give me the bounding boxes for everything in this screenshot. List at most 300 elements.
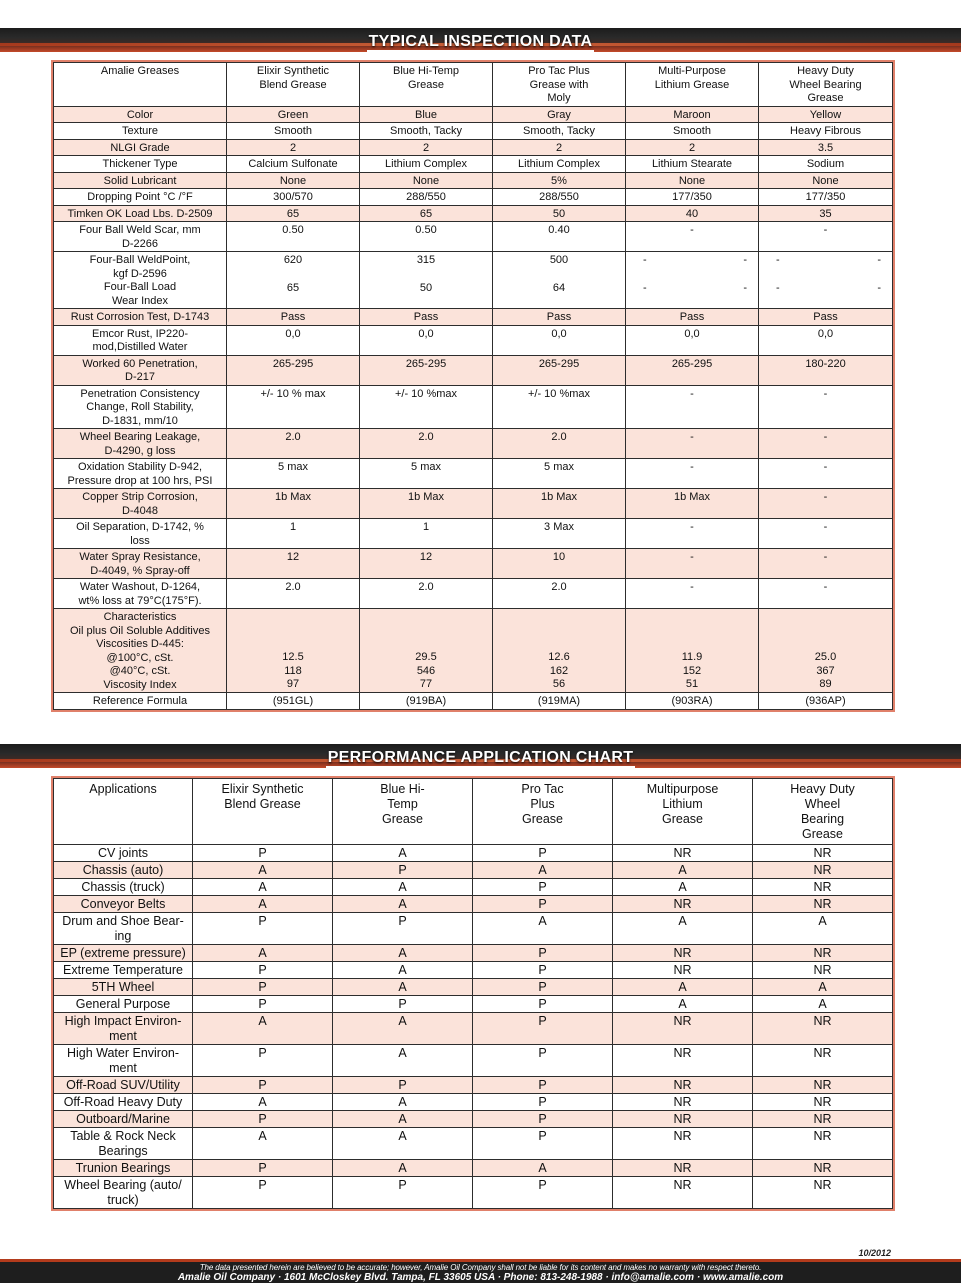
- inspection-row: [54, 325, 893, 355]
- inspection-row-label: [54, 252, 227, 309]
- inspection-cell: 0,0: [759, 325, 893, 355]
- application-label: High Water Environ- ment: [54, 1045, 193, 1077]
- application-label: Wheel Bearing (auto/ truck): [54, 1177, 193, 1209]
- inspection-cell: -: [759, 385, 893, 429]
- rating-cell: A: [613, 913, 753, 945]
- rating-cell: P: [473, 1077, 613, 1094]
- dash: -: [776, 281, 780, 294]
- viscosity-values: 25.0 367 89: [814, 651, 837, 690]
- application-label: Extreme Temperature: [54, 962, 193, 979]
- rating-cell: P: [473, 1013, 613, 1045]
- performance-column-header: Applications: [54, 779, 193, 845]
- performance-row: [54, 879, 893, 896]
- inspection-row-label: Color: [54, 106, 227, 123]
- rating-cell: NR: [613, 945, 753, 962]
- inspection-cell: Smooth, Tacky: [360, 123, 493, 140]
- inspection-row: [54, 355, 893, 385]
- rating-cell: P: [193, 1111, 333, 1128]
- inspection-cell: -: [759, 459, 893, 489]
- inspection-row-label: Water Spray Resistance, D-4049, % Spray-off: [54, 549, 227, 579]
- rating-cell: NR: [613, 896, 753, 913]
- performance-row: [54, 979, 893, 996]
- rating-cell: NR: [753, 1111, 893, 1128]
- application-label: Trunion Bearings: [54, 1160, 193, 1177]
- performance-column-header: Multipurpose Lithium Grease: [613, 779, 753, 845]
- performance-row: [54, 996, 893, 1013]
- inspection-cell: 0,0: [227, 325, 360, 355]
- inspection-cell: [626, 252, 759, 309]
- four-ball-wear-value: 64: [552, 281, 566, 294]
- inspection-cell: 2.0: [360, 429, 493, 459]
- application-label: High Impact Environ- ment: [54, 1013, 193, 1045]
- rating-cell: A: [333, 1045, 473, 1077]
- inspection-cell: 0,0: [493, 325, 626, 355]
- inspection-column-header: Pro Tac Plus Grease with Moly: [493, 63, 626, 107]
- rating-cell: P: [193, 962, 333, 979]
- inspection-cell: 2.0: [227, 429, 360, 459]
- inspection-cell: 1: [360, 519, 493, 549]
- inspection-cell: (903RA): [626, 693, 759, 710]
- inspection-row-label: NLGI Grade: [54, 139, 227, 156]
- inspection-cell: 3.5: [759, 139, 893, 156]
- inspection-cell: Heavy Fibrous: [759, 123, 893, 140]
- application-label: Chassis (auto): [54, 862, 193, 879]
- inspection-cell: Yellow: [759, 106, 893, 123]
- inspection-cell: -: [626, 519, 759, 549]
- inspection-cell: 2.0: [227, 579, 360, 609]
- rating-cell: P: [193, 996, 333, 1013]
- inspection-cell: 12: [227, 549, 360, 579]
- dash: -: [776, 254, 780, 266]
- inspection-cell: Lithium Complex: [493, 156, 626, 173]
- inspection-row-label: Thickener Type: [54, 156, 227, 173]
- rating-cell: A: [613, 879, 753, 896]
- inspection-row-four-ball: [54, 252, 893, 309]
- four-ball-weld-value: 500: [549, 254, 569, 266]
- dash-pair: [629, 282, 755, 296]
- inspection-cell: 2: [227, 139, 360, 156]
- inspection-row-label: Dropping Point °C /°F: [54, 189, 227, 206]
- rating-cell: A: [193, 1128, 333, 1160]
- inspection-cell: 300/570: [227, 189, 360, 206]
- inspection-cell: 2: [493, 139, 626, 156]
- performance-row: [54, 845, 893, 862]
- dash-pair: [762, 254, 889, 268]
- rating-cell: NR: [613, 1160, 753, 1177]
- rating-cell: P: [333, 862, 473, 879]
- rating-cell: P: [193, 1077, 333, 1094]
- inspection-row: [54, 172, 893, 189]
- inspection-row-label: Rust Corrosion Test, D-1743: [54, 309, 227, 326]
- inspection-cell: [227, 609, 360, 693]
- inspection-row-label: Copper Strip Corrosion, D-4048: [54, 489, 227, 519]
- inspection-cell: 1: [227, 519, 360, 549]
- inspection-cell: Smooth: [227, 123, 360, 140]
- rating-cell: NR: [613, 962, 753, 979]
- rating-cell: NR: [753, 1045, 893, 1077]
- inspection-cell: [360, 252, 493, 309]
- rating-cell: P: [473, 1045, 613, 1077]
- characteristics-heading: Characteristics Oil plus Oil Soluble Additives Viscosities D-445:: [69, 611, 210, 650]
- application-label: Off-Road Heavy Duty: [54, 1094, 193, 1111]
- inspection-cell: +/- 10 % max: [227, 385, 360, 429]
- inspection-cell: 265-295: [493, 355, 626, 385]
- rating-cell: P: [473, 979, 613, 996]
- performance-banner: [0, 744, 961, 768]
- application-label: Outboard/Marine: [54, 1111, 193, 1128]
- inspection-cell: Smooth: [626, 123, 759, 140]
- inspection-row: [54, 693, 893, 710]
- performance-row: [54, 962, 893, 979]
- rating-cell: NR: [613, 1077, 753, 1094]
- rating-cell: P: [333, 1177, 473, 1209]
- dash: -: [643, 281, 647, 294]
- viscosity-values: 12.6 162 56: [548, 651, 570, 690]
- rating-cell: A: [333, 1128, 473, 1160]
- inspection-cell: 12: [360, 549, 493, 579]
- rating-cell: A: [333, 1111, 473, 1128]
- inspection-cell: -: [759, 549, 893, 579]
- inspection-row: [54, 123, 893, 140]
- company-address: Amalie Oil Company · 1601 McCloskey Blvd. Tampa, FL 33605 USA · Phone: 813-248-1988 · info@amalie.com · www.amalie.com: [177, 1272, 784, 1283]
- inspection-cell: -: [626, 429, 759, 459]
- inspection-cell: [626, 609, 759, 693]
- inspection-cell: -: [759, 429, 893, 459]
- inspection-cell: 40: [626, 205, 759, 222]
- inspection-cell: [493, 609, 626, 693]
- inspection-row: [54, 189, 893, 206]
- rating-cell: P: [333, 913, 473, 945]
- rating-cell: A: [753, 979, 893, 996]
- inspection-cell: None: [759, 172, 893, 189]
- inspection-cell: -: [626, 579, 759, 609]
- inspection-cell: [493, 252, 626, 309]
- inspection-cell: 5 max: [360, 459, 493, 489]
- inspection-cell: 0,0: [360, 325, 493, 355]
- rating-cell: NR: [753, 962, 893, 979]
- inspection-title: TYPICAL INSPECTION DATA: [368, 33, 593, 50]
- inspection-column-header: Multi-Purpose Lithium Grease: [626, 63, 759, 107]
- rating-cell: P: [193, 1160, 333, 1177]
- inspection-cell: [360, 609, 493, 693]
- inspection-cell: [227, 252, 360, 309]
- inspection-cell: 2: [360, 139, 493, 156]
- application-label: 5TH Wheel: [54, 979, 193, 996]
- inspection-cell: 35: [759, 205, 893, 222]
- rating-cell: P: [473, 1111, 613, 1128]
- rating-cell: P: [193, 979, 333, 996]
- performance-row: [54, 896, 893, 913]
- disclaimer: The data presented herein are believed to be accurate; however, Amalie Oil Company shall not be liable for its content and makes no warranty with respect thereto.: [199, 1263, 762, 1272]
- viscosity-values: 11.9 152 51: [681, 651, 703, 690]
- inspection-cell: Gray: [493, 106, 626, 123]
- inspection-row: [54, 309, 893, 326]
- rating-cell: A: [473, 1160, 613, 1177]
- inspection-row-label: Solid Lubricant: [54, 172, 227, 189]
- inspection-row: [54, 459, 893, 489]
- inspection-cell: Lithium Complex: [360, 156, 493, 173]
- inspection-column-header: Blue Hi-Temp Grease: [360, 63, 493, 107]
- four-ball-weld-value: 315: [416, 254, 436, 266]
- revision-date: 10/2012: [858, 1248, 891, 1258]
- inspection-cell: +/- 10 %max: [493, 385, 626, 429]
- dash: -: [743, 254, 747, 266]
- inspection-row-label: Reference Formula: [54, 693, 227, 710]
- inspection-cell: 180-220: [759, 355, 893, 385]
- inspection-cell: [759, 252, 893, 309]
- inspection-cell: 265-295: [227, 355, 360, 385]
- rating-cell: NR: [613, 1045, 753, 1077]
- inspection-row: [54, 489, 893, 519]
- inspection-row: [54, 549, 893, 579]
- performance-row: [54, 1077, 893, 1094]
- rating-cell: A: [333, 1160, 473, 1177]
- four-ball-weld-value: 620: [283, 254, 303, 266]
- rating-cell: A: [193, 862, 333, 879]
- characteristics-sublabels: @100°C, cSt. @40°C, cSt. Viscosity Index: [103, 651, 177, 691]
- application-label: Drum and Shoe Bear- ing: [54, 913, 193, 945]
- rating-cell: NR: [753, 1177, 893, 1209]
- application-label: Off-Road SUV/Utility: [54, 1077, 193, 1094]
- dash: -: [877, 281, 881, 294]
- rating-cell: P: [473, 1094, 613, 1111]
- performance-header-row: [54, 779, 893, 845]
- rating-cell: P: [333, 1077, 473, 1094]
- inspection-cell: Pass: [493, 309, 626, 326]
- inspection-cell: None: [626, 172, 759, 189]
- rating-cell: NR: [613, 1013, 753, 1045]
- rating-cell: A: [333, 896, 473, 913]
- inspection-cell: [759, 609, 893, 693]
- inspection-cell: -: [626, 459, 759, 489]
- inspection-cell: 5%: [493, 172, 626, 189]
- viscosity-values: 29.5 546 77: [415, 651, 437, 690]
- rating-cell: P: [193, 1045, 333, 1077]
- rating-cell: P: [473, 1128, 613, 1160]
- inspection-cell: 1b Max: [360, 489, 493, 519]
- rating-cell: NR: [753, 1077, 893, 1094]
- rating-cell: NR: [753, 845, 893, 862]
- dash: -: [643, 254, 647, 266]
- inspection-cell: 65: [227, 205, 360, 222]
- inspection-cell: 5 max: [227, 459, 360, 489]
- inspection-row: [54, 385, 893, 429]
- rating-cell: A: [193, 945, 333, 962]
- inspection-cell: 10: [493, 549, 626, 579]
- inspection-cell: -: [626, 385, 759, 429]
- inspection-cell: 265-295: [626, 355, 759, 385]
- inspection-row-label: Oil Separation, D-1742, % loss: [54, 519, 227, 549]
- inspection-cell: 1b Max: [227, 489, 360, 519]
- performance-row: [54, 1094, 893, 1111]
- inspection-row: [54, 106, 893, 123]
- application-label: Table & Rock Neck Bearings: [54, 1128, 193, 1160]
- dash: -: [877, 254, 881, 266]
- application-label: General Purpose: [54, 996, 193, 1013]
- inspection-cell: 265-295: [360, 355, 493, 385]
- inspection-cell: +/- 10 %max: [360, 385, 493, 429]
- rating-cell: NR: [753, 862, 893, 879]
- inspection-cell: -: [759, 519, 893, 549]
- rating-cell: P: [473, 896, 613, 913]
- inspection-cell: 2.0: [493, 429, 626, 459]
- inspection-cell: Green: [227, 106, 360, 123]
- rating-cell: A: [613, 996, 753, 1013]
- inspection-cell: 3 Max: [493, 519, 626, 549]
- inspection-cell: 0.40: [493, 222, 626, 252]
- performance-table: [53, 778, 893, 1209]
- inspection-cell: -: [626, 549, 759, 579]
- inspection-row: [54, 156, 893, 173]
- inspection-cell: Blue: [360, 106, 493, 123]
- performance-title: PERFORMANCE APPLICATION CHART: [327, 749, 634, 766]
- rating-cell: A: [333, 1094, 473, 1111]
- rating-cell: NR: [753, 945, 893, 962]
- rating-cell: NR: [613, 1111, 753, 1128]
- rating-cell: P: [473, 996, 613, 1013]
- dash: -: [743, 281, 747, 294]
- rating-cell: NR: [613, 845, 753, 862]
- rating-cell: A: [333, 945, 473, 962]
- application-label: EP (extreme pressure): [54, 945, 193, 962]
- inspection-row: [54, 222, 893, 252]
- inspection-row-label: Penetration Consistency Change, Roll Stability, D-1831, mm/10: [54, 385, 227, 429]
- inspection-row-label: Texture: [54, 123, 227, 140]
- rating-cell: A: [333, 845, 473, 862]
- inspection-cell: 0.50: [227, 222, 360, 252]
- inspection-row-label: Timken OK Load Lbs. D-2509: [54, 205, 227, 222]
- inspection-cell: Pass: [759, 309, 893, 326]
- inspection-column-header: Amalie Greases: [54, 63, 227, 107]
- inspection-cell: -: [759, 579, 893, 609]
- dash-pair: [629, 254, 755, 268]
- inspection-header-row: [54, 63, 893, 107]
- inspection-cell: Maroon: [626, 106, 759, 123]
- rating-cell: NR: [613, 1177, 753, 1209]
- performance-row: [54, 1177, 893, 1209]
- rating-cell: A: [613, 862, 753, 879]
- inspection-cell: -: [759, 222, 893, 252]
- four-ball-wear-value: 50: [419, 281, 433, 294]
- rating-cell: A: [193, 1013, 333, 1045]
- rating-cell: P: [473, 845, 613, 862]
- application-label: CV joints: [54, 845, 193, 862]
- inspection-row-label: Four Ball Weld Scar, mm D-2266: [54, 222, 227, 252]
- inspection-banner: [0, 28, 961, 52]
- rating-cell: A: [333, 879, 473, 896]
- rating-cell: P: [473, 1177, 613, 1209]
- rating-cell: A: [193, 896, 333, 913]
- inspection-cell: Pass: [626, 309, 759, 326]
- inspection-cell: 2: [626, 139, 759, 156]
- inspection-row-label: Oxidation Stability D-942, Pressure drop at 100 hrs, PSI: [54, 459, 227, 489]
- performance-row: [54, 862, 893, 879]
- inspection-row-label: Water Washout, D-1264, wt% loss at 79°C(175°F).: [54, 579, 227, 609]
- inspection-cell: 0.50: [360, 222, 493, 252]
- inspection-row-characteristics: [54, 609, 893, 693]
- four-ball-wear-value: 65: [286, 281, 300, 294]
- inspection-row: [54, 139, 893, 156]
- inspection-cell: 65: [360, 205, 493, 222]
- rating-cell: NR: [753, 1013, 893, 1045]
- footer: [0, 1259, 961, 1283]
- dash-pair: [762, 282, 889, 296]
- inspection-cell: 1b Max: [626, 489, 759, 519]
- rating-cell: NR: [753, 1094, 893, 1111]
- performance-row: [54, 1160, 893, 1177]
- inspection-row-label: Wheel Bearing Leakage, D-4290, g loss: [54, 429, 227, 459]
- application-label: Chassis (truck): [54, 879, 193, 896]
- inspection-cell: None: [227, 172, 360, 189]
- inspection-cell: 177/350: [626, 189, 759, 206]
- rating-cell: P: [473, 945, 613, 962]
- inspection-cell: Lithium Stearate: [626, 156, 759, 173]
- performance-row: [54, 1045, 893, 1077]
- inspection-table: [53, 62, 893, 710]
- inspection-cell: 5 max: [493, 459, 626, 489]
- inspection-cell: Smooth, Tacky: [493, 123, 626, 140]
- rating-cell: NR: [753, 879, 893, 896]
- rating-cell: P: [193, 845, 333, 862]
- performance-row: [54, 1128, 893, 1160]
- rating-cell: A: [473, 862, 613, 879]
- rating-cell: P: [193, 913, 333, 945]
- inspection-cell: Pass: [360, 309, 493, 326]
- inspection-row-label: [54, 609, 227, 693]
- four-ball-wear-label: Four-Ball Load Wear Index: [103, 281, 177, 307]
- rating-cell: A: [333, 962, 473, 979]
- performance-row: [54, 1013, 893, 1045]
- application-label: Conveyor Belts: [54, 896, 193, 913]
- four-ball-weld-label: Four-Ball WeldPoint, kgf D-2596: [89, 254, 191, 280]
- inspection-cell: -: [626, 222, 759, 252]
- rating-cell: P: [333, 996, 473, 1013]
- rating-cell: NR: [613, 1128, 753, 1160]
- inspection-cell: 288/550: [360, 189, 493, 206]
- rating-cell: P: [193, 1177, 333, 1209]
- performance-row: [54, 913, 893, 945]
- inspection-cell: 1b Max: [493, 489, 626, 519]
- inspection-cell: Sodium: [759, 156, 893, 173]
- viscosity-values: 12.5 118 97: [282, 651, 304, 690]
- inspection-cell: Pass: [227, 309, 360, 326]
- rating-cell: NR: [753, 1160, 893, 1177]
- inspection-row: [54, 205, 893, 222]
- rating-cell: A: [333, 979, 473, 996]
- inspection-row: [54, 519, 893, 549]
- rating-cell: P: [473, 962, 613, 979]
- rating-cell: NR: [613, 1094, 753, 1111]
- inspection-cell: (919MA): [493, 693, 626, 710]
- performance-column-header: Heavy Duty Wheel Bearing Grease: [753, 779, 893, 845]
- inspection-cell: None: [360, 172, 493, 189]
- inspection-cell: -: [759, 489, 893, 519]
- inspection-cell: (936AP): [759, 693, 893, 710]
- rating-cell: NR: [753, 1128, 893, 1160]
- inspection-column-header: Elixir Synthetic Blend Grease: [227, 63, 360, 107]
- inspection-cell: 50: [493, 205, 626, 222]
- inspection-row-label: Worked 60 Penetration, D-217: [54, 355, 227, 385]
- inspection-cell: Calcium Sulfonate: [227, 156, 360, 173]
- inspection-cell: 177/350: [759, 189, 893, 206]
- rating-cell: A: [193, 1094, 333, 1111]
- rating-cell: A: [753, 996, 893, 1013]
- rating-cell: A: [753, 913, 893, 945]
- performance-row: [54, 1111, 893, 1128]
- inspection-column-header: Heavy Duty Wheel Bearing Grease: [759, 63, 893, 107]
- performance-column-header: Elixir Synthetic Blend Grease: [193, 779, 333, 845]
- rating-cell: A: [613, 979, 753, 996]
